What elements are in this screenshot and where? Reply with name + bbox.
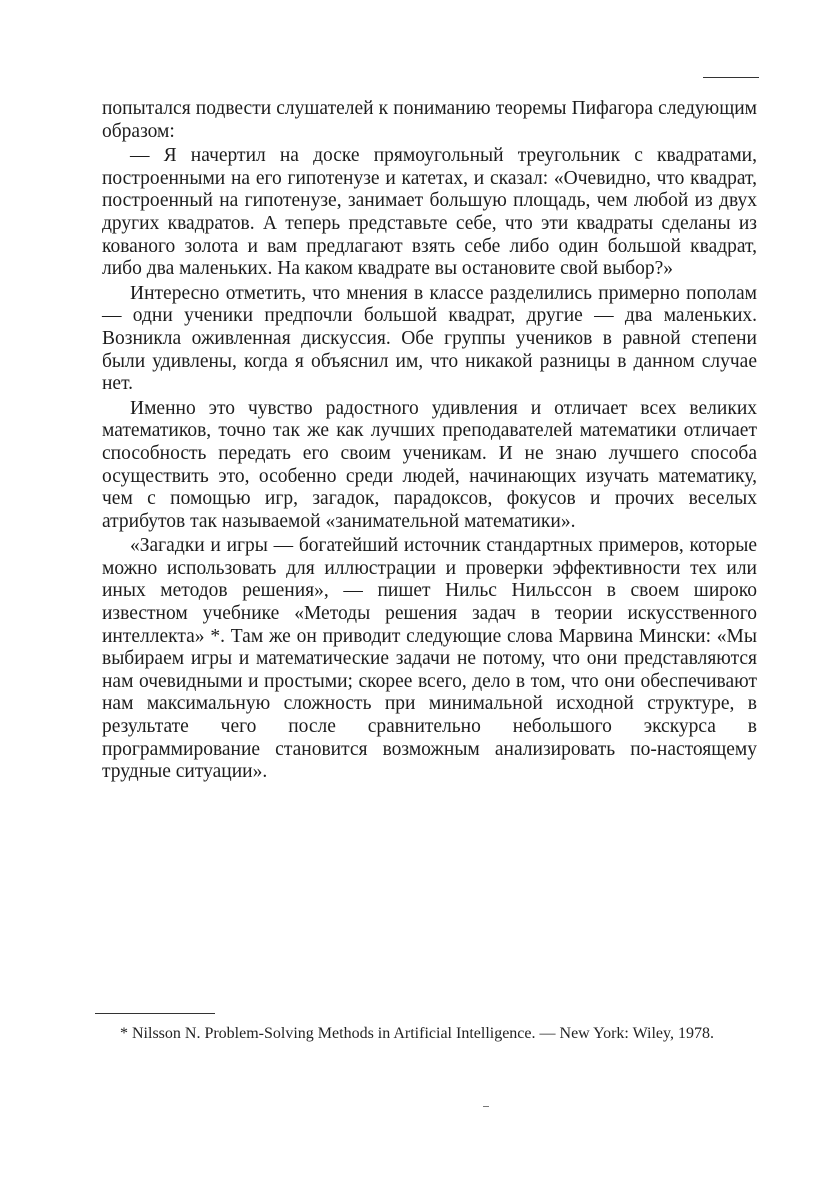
paragraph-2: — Я начертил на доске прямоугольный треугольник с квадратами, построенными на его гипотенузе и катетах, и сказал: «Очевидно, что квадрат, построенный на гипотенузе, занимает большую площадь, чем любой из двух других квадратов. А теперь представьте себе, что эти квадраты сделаны из кованого золота и вам предлагают взять себе либо один большой квадрат, либо два маленьких. На каком квадрате вы остановите свой выбор?» xyxy=(102,145,757,280)
footnote: * Nilsson N. Problem-Solving Methods in Artificial Intelligence. — New York: Wiley, 1978. xyxy=(120,1025,714,1042)
scan-speck xyxy=(483,1106,489,1107)
paragraph-1: попытался подвести слушателей к пониманию теоремы Пифагора следующим образом: xyxy=(102,98,757,142)
paragraph-5: «Загадки и игры — богатейший источник стандартных примеров, которые можно использовать для иллюстрации и проверки эффективности тех или иных методов решения», — пишет Нильс Нильссон в своем широко известном учебнике «Методы решения задач в теории искусственного интеллекта» *. Там же он приводит следующие слова Марвина Мински: «Мы выбираем игры и математические задачи не потому, что они представляются нам очевидными и простыми; скорее всего, дело в том, что они обеспечивают нам максимальную сложность при минимальной исходной структуре, в результате чего после сравнительно небольшого экскурса в программирование становится возможным анализировать по-настоящему трудные ситуации». xyxy=(102,535,757,783)
footnote-separator xyxy=(95,1013,215,1014)
page-body xyxy=(102,98,757,784)
top-corner-rule xyxy=(703,77,759,78)
paragraph-4: Именно это чувство радостного удивления и отличает всех великих математиков, точно так же как лучших преподавателей математики отличает способность передать его своим ученикам. И не знаю лучшего способа осуществить это, особенно среди людей, начинающих изучать математику, чем с помощью игр, загадок, парадоксов, фокусов и прочих веселых атрибутов так называемой «занимательной математики». xyxy=(102,397,757,532)
paragraph-3: Интересно отметить, что мнения в классе разделились примерно пополам — одни ученики предпочли большой квадрат, другие — два маленьких. Возникла оживленная дискуссия. Обе группы учеников в равной степени были удивлены, когда я объяснил им, что никакой разницы в данном случае нет. xyxy=(102,282,757,395)
